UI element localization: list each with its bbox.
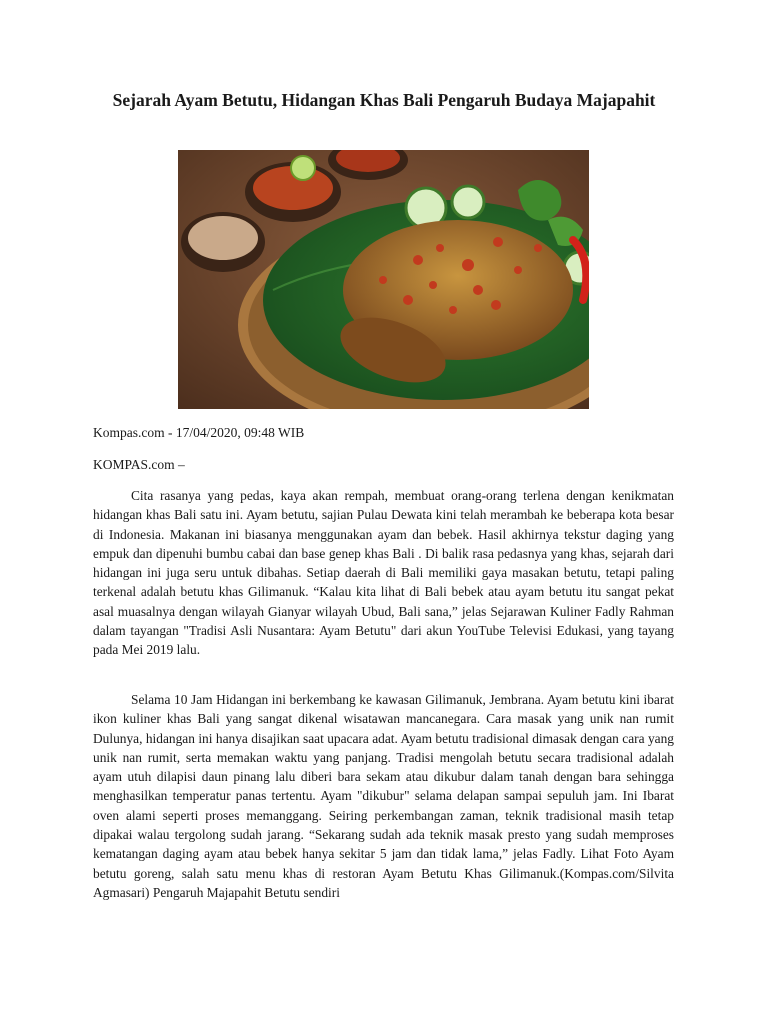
article-dateline: Kompas.com - 17/04/2020, 09:48 WIB (93, 425, 305, 440)
article-title: Sejarah Ayam Betutu, Hidangan Khas Bali Pengaruh Budaya Majapahit (112, 90, 656, 110)
food-photo-illustration (178, 150, 589, 409)
article-lead: KOMPAS.com – (93, 457, 185, 472)
article-paragraph: Cita rasanya yang pedas, kaya akan rempah, membuat orang-orang terlena dengan kenikmatan hidangan khas Bali satu ini. Ayam betutu, sajian Pulau Dewata kini telah merambah ke beberapa kota besar di Indonesia. Makanan ini biasanya menggunakan ayam dan bebek. Hasil akhirnya tekstur daging yang empuk dan dipenuhi bumbu cabai dan base genep khas Bali . Di balik rasa pedasnya yang khas, sejarah dari hidangan ini juga seru untuk dibahas. Setiap daerah di Bali memiliki gaya masakan betutu, tetapi paling terkenal adalah betutu khas Gilimanuk. “Kalau kita lihat di Bali bebek atau ayam betutu itu sangat pekat asal muasalnya dengan wilayah Gianyar wilayah Ubud, Bali sana,” jelas Sejarawan Kuliner Fadly Rahman dalam tayangan "Tradisi Asli Nusantara: Ayam Betutu" dari akun YouTube Televisi Edukasi, yang tayang pada Mei 2019 lalu. (93, 488, 674, 658)
article-photo (178, 150, 589, 409)
article-paragraph: Selama 10 Jam Hidangan ini berkembang ke kawasan Gilimanuk, Jembrana. Ayam betutu kini ibarat ikon kuliner khas Bali yang sangat dikenal wisatawan mancanegara. Cara masak yang unik nan rumit Dulunya, hidangan ini hanya disajikan saat upacara adat. Ayam betutu tradisional dimasak dengan cara yang unik nan rumit, serta memakan waktu yang panjang. Tradisi mengolah betutu secara tradisional adalah ayam utuh dilapisi daun pinang lalu diberi bara sekam atau dikubur dalam tanah dengan bara sehingga menghasilkan temperatur panas tertentu. Ayam "dikubur" selama delapan sampai sepuluh jam. Ini Ibarat oven alami seperti proses memanggang. Seiring perkembangan zaman, teknik tradisional masih tetap dipakai walau tergolong sudah jarang. “Sekarang sudah ada teknik masak presto yang sudah memproses kematangan daging ayam atau bebek hanya sekitar 5 jam dan tidak lama,” jelas Fadly. Lihat Foto Ayam betutu goreng, salah satu menu khas di restoran Ayam Betutu Khas Gilimanuk.(Kompas.com/Silvita Agmasari) Pengaruh Majapahit Betutu sendiri (93, 692, 674, 900)
